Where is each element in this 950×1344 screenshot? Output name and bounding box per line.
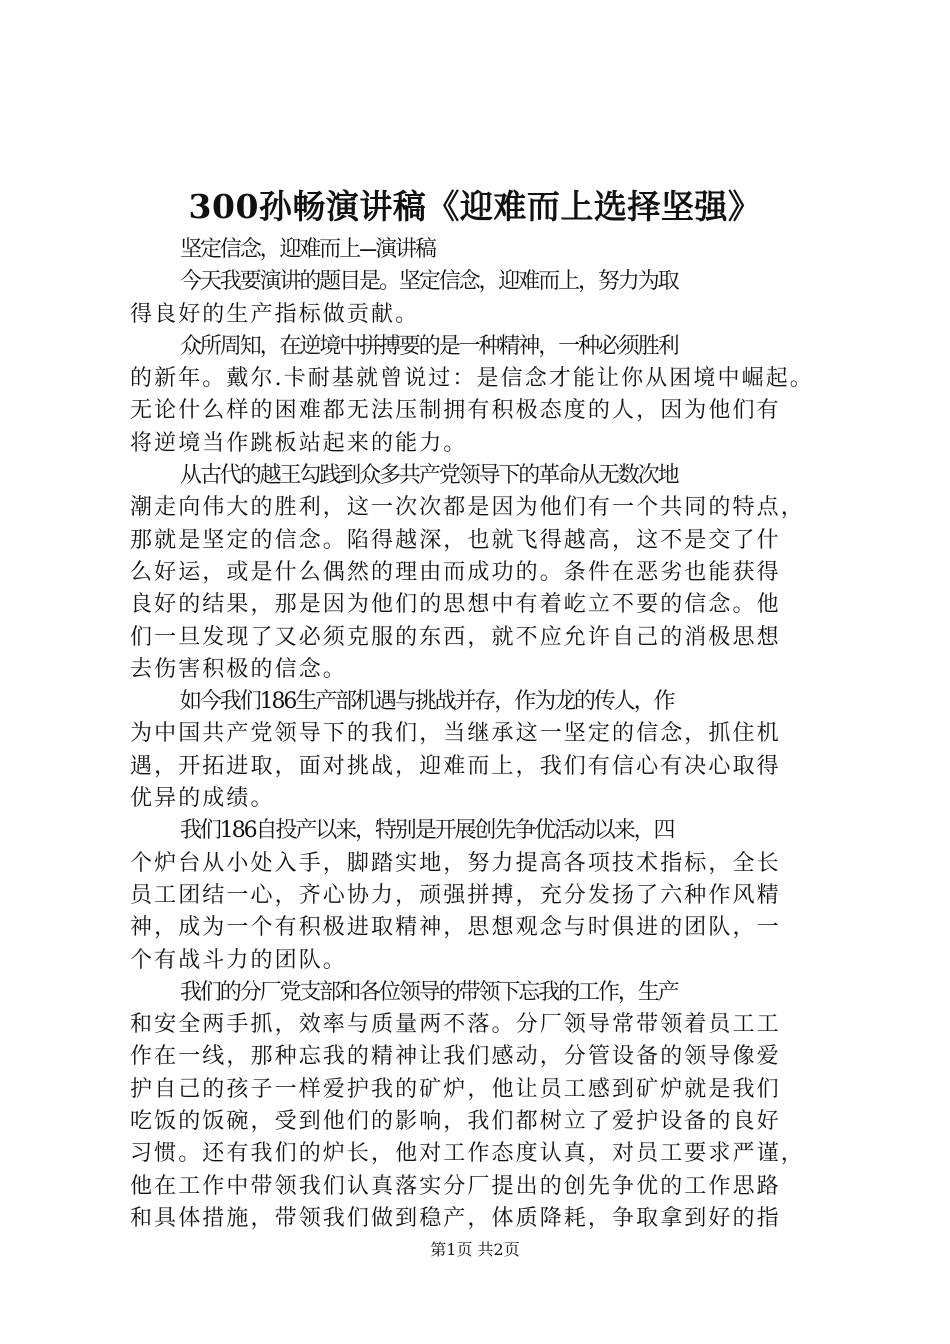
body-text-line: 我们186自投产以来，特别是开展创先争优活动以来，四 [180, 818, 674, 844]
body-text-line: 从古代的越王勾践到众多共产党领导下的革命从无数次地 [180, 463, 678, 489]
body-text-line: 无论什么样的困难都无法压制拥有积极态度的人，因为他们有 [130, 398, 781, 424]
body-text-line: 他在工作中带领我们认真落实分厂提出的创先争优的工作思路 [130, 1173, 781, 1199]
body-text-line: 得良好的生产指标做贡献。 [130, 301, 420, 327]
body-text-line: 的新年。戴尔.卡耐基就曾说过：是信念才能让你从困境中崛起。 [130, 366, 814, 392]
body-text-line: 为中国共产党领导下的我们，当继承这一坚定的信念，抓住机 [130, 721, 781, 747]
body-text-line: 个炉台从小处入手，脚踏实地，努力提高各项技术指标，全长 [130, 850, 781, 876]
body-text-line: 坚定信念，迎难而上---演讲稿 [180, 237, 435, 262]
body-text-line: 优异的成绩。 [130, 786, 275, 812]
body-text-line: 将逆境当作跳板站起来的能力。 [130, 430, 468, 456]
body-text-line: 么好运，或是什么偶然的理由而成功的。条件在恶劣也能获得 [130, 559, 781, 585]
body-text-line: 我们的分厂党支部和各位领导的带领下忘我的工作，生产 [180, 979, 678, 1005]
body-text-line: 员工团结一心，齐心协力，顽强拼搏，充分发扬了六种作风精 [130, 882, 781, 908]
body-text-line: 如今我们186生产部机遇与挑战并存，作为龙的传人，作 [180, 689, 674, 715]
body-text-line: 和安全两手抓，效率与质量两不落。分厂领导常带领着员工工 [130, 1012, 781, 1038]
body-text-line: 护自己的孩子一样爱护我的矿炉，他让员工感到矿炉就是我们 [130, 1076, 781, 1102]
body-text-line: 今天我要演讲的题目是。坚定信念，迎难而上，努力为取 [180, 269, 678, 295]
page-number-footer: 第1页 共2页 [430, 1240, 520, 1259]
body-text-line: 那就是坚定的信念。陷得越深，也就飞得越高，这不是交了什 [130, 527, 781, 553]
body-text-line: 个有战斗力的团队。 [130, 947, 347, 973]
body-text-line: 吃饭的饭碗，受到他们的影响，我们都树立了爱护设备的良好 [130, 1109, 781, 1135]
body-text-line: 众所周知，在逆境中拼搏要的是一种精神，一种必须胜利 [180, 333, 678, 359]
body-text-line: 和具体措施，带领我们做到稳产，体质降耗，争取拿到好的指 [130, 1205, 781, 1231]
document-title: 300孙畅演讲稿《迎难而上选择坚强》 [188, 187, 762, 226]
body-text-line: 潮走向伟大的胜利，这一次次都是因为他们有一个共同的特点， [130, 495, 805, 521]
document-body [130, 234, 830, 1235]
body-text-line: 遇，开拓进取，面对挑战，迎难而上，我们有信心有决心取得 [130, 753, 781, 779]
body-text-line: 作在一线，那种忘我的精神让我们感动，分管设备的领导像爱 [130, 1044, 781, 1070]
body-text-line: 们一旦发现了又必须克服的东西，就不应允许自己的消极思想 [130, 624, 781, 650]
body-text-line: 习惯。还有我们的炉长，他对工作态度认真，对员工要求严谨， [130, 1141, 805, 1167]
body-text-line: 神，成为一个有积极进取精神，思想观念与时俱进的团队，一 [130, 915, 781, 941]
body-text-line: 去伤害积极的信念。 [130, 656, 347, 682]
body-text-line: 良好的结果，那是因为他们的思想中有着屹立不要的信念。他 [130, 592, 781, 618]
